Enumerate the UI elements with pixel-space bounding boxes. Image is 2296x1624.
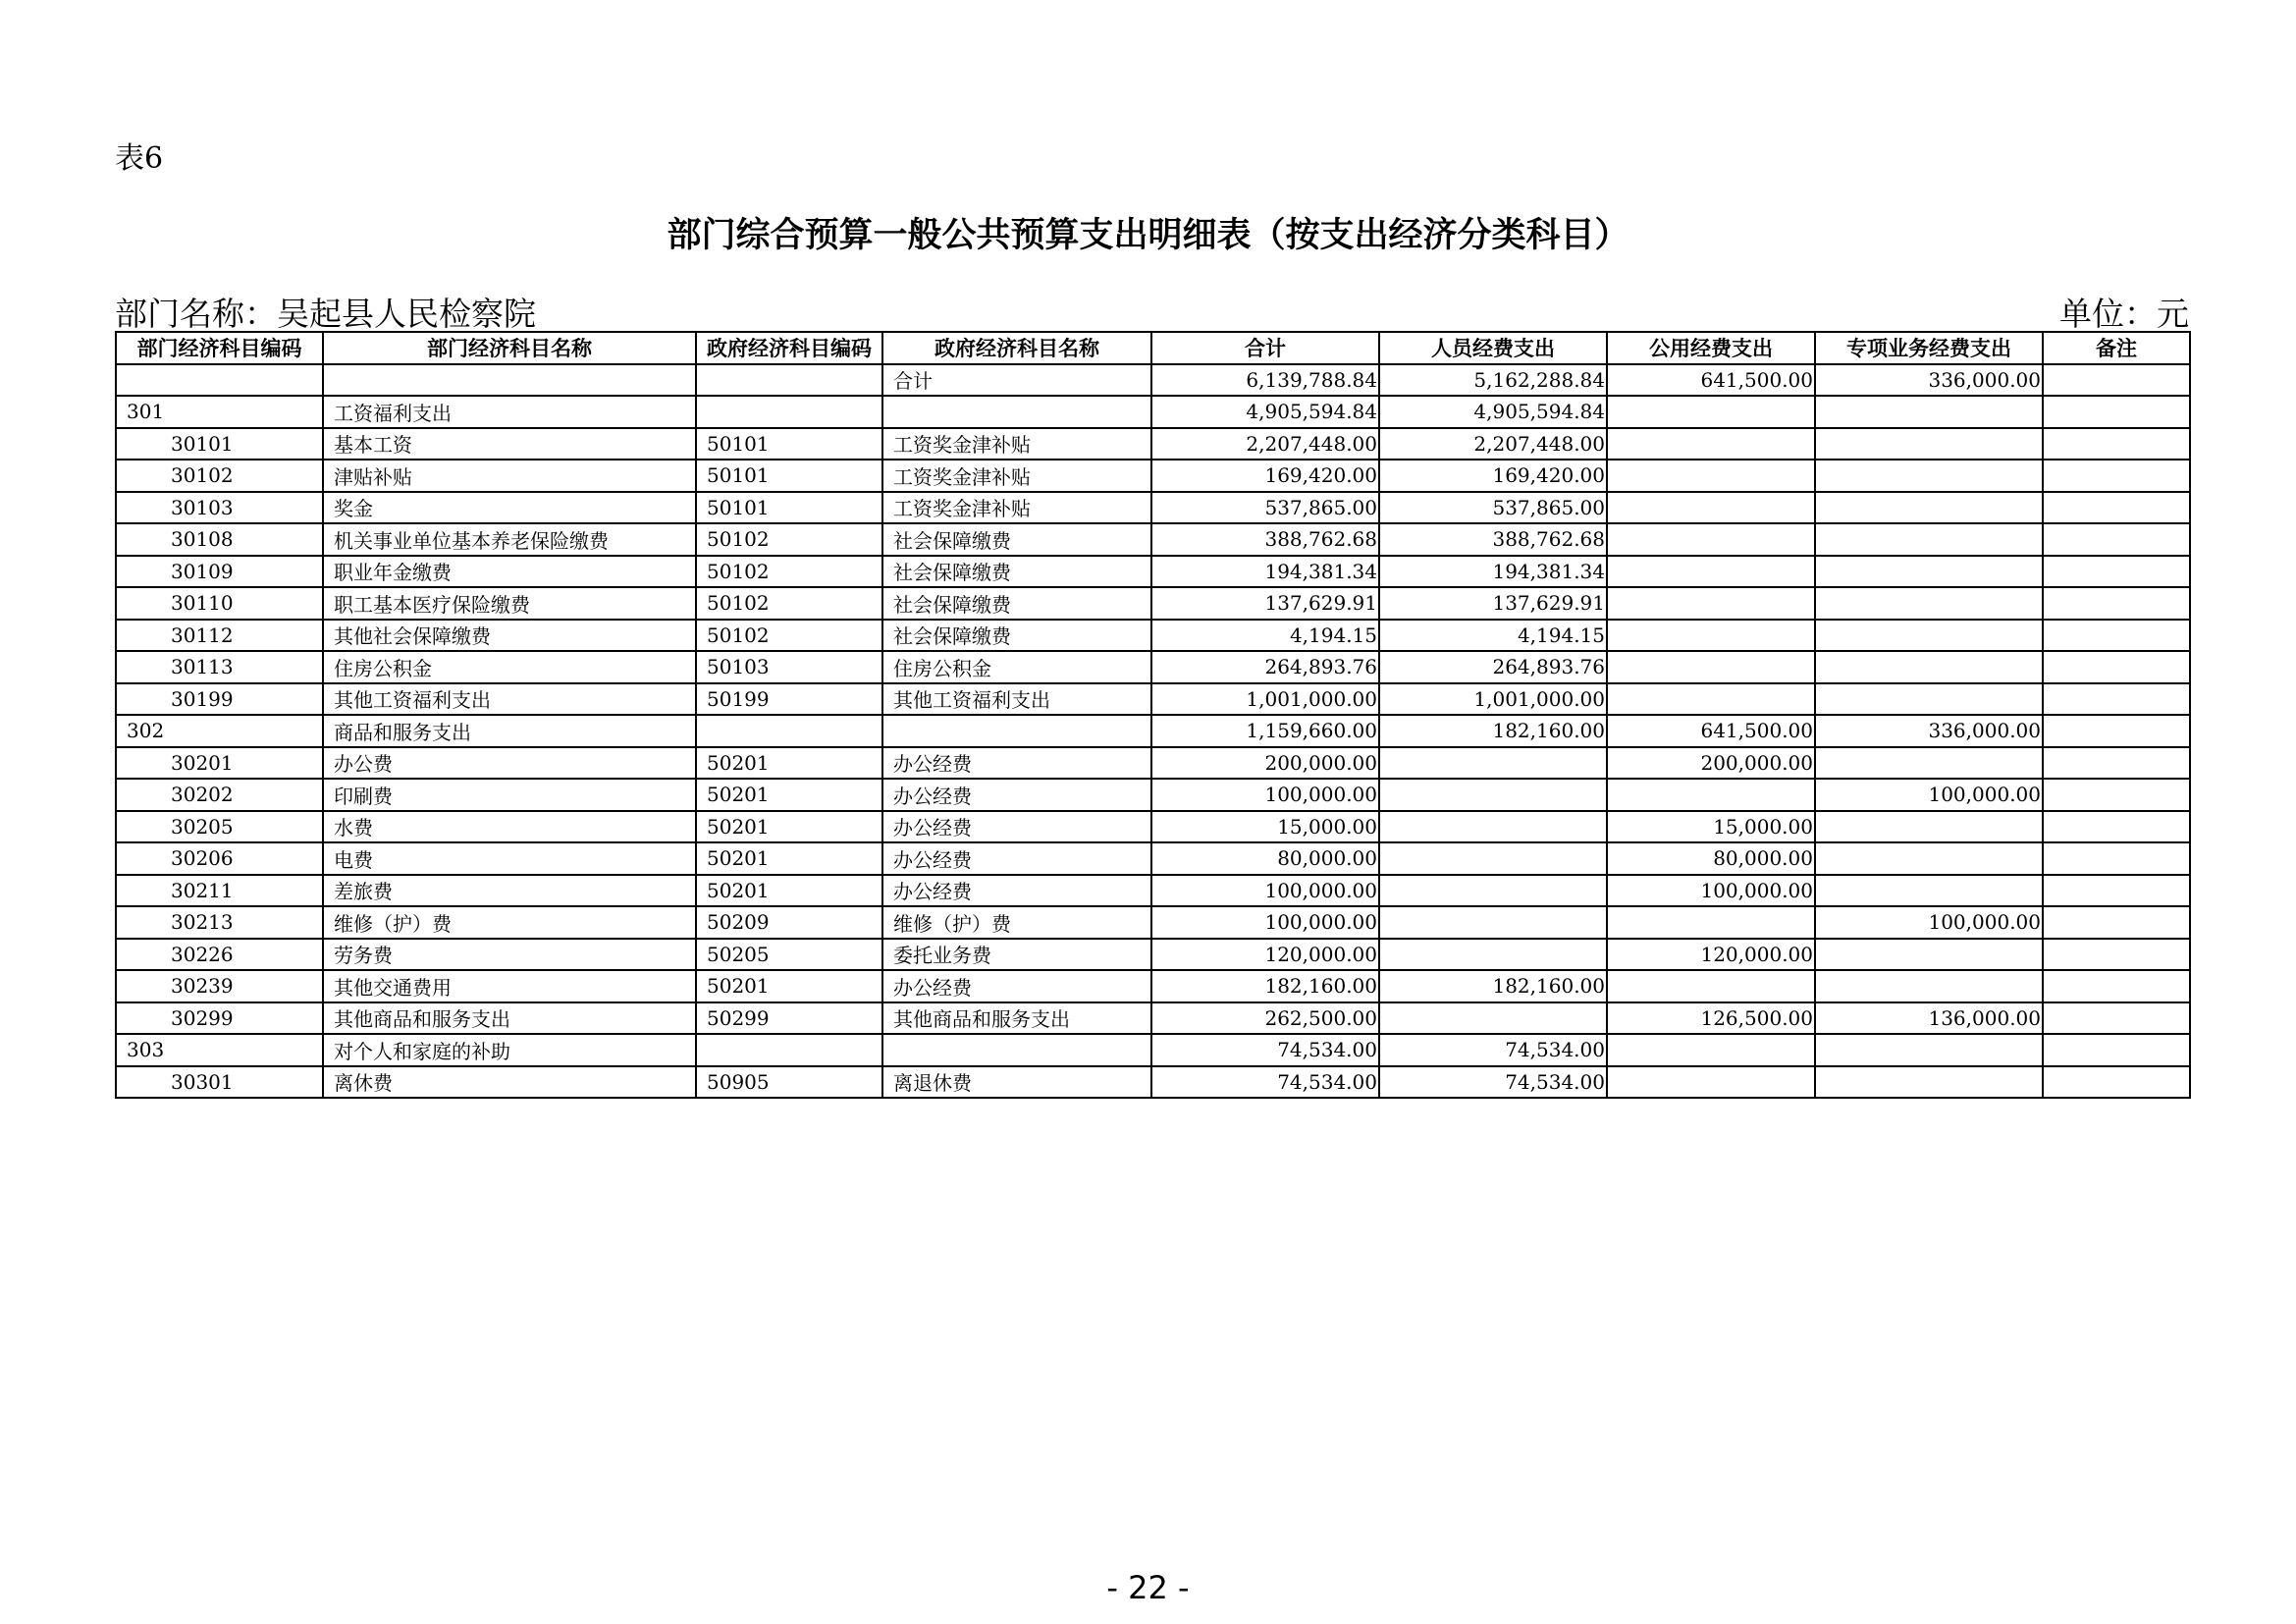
table-row (116, 970, 2190, 1002)
cell-special (1815, 523, 2043, 556)
cell-gov-code: 50201 (696, 811, 882, 843)
page-number: - 22 - (1106, 1569, 1190, 1606)
cell-dept-code: 30211 (116, 875, 323, 907)
cell-note (2043, 364, 2190, 397)
cell-public: 15,000.00 (1607, 811, 1815, 843)
cell-special: 336,000.00 (1815, 364, 2043, 397)
cell-dept-code: 30226 (116, 939, 323, 971)
cell-gov-name: 委托业务费 (882, 939, 1151, 971)
cell-dept-code (116, 364, 323, 397)
cell-gov-name: 办公经费 (882, 842, 1151, 875)
cell-gov-code: 50201 (696, 747, 882, 780)
cell-personnel (1379, 842, 1607, 875)
header-gov-code: 政府经济科目编码 (696, 332, 882, 364)
cell-special (1815, 875, 2043, 907)
table-row (116, 1066, 2190, 1099)
header-public: 公用经费支出 (1607, 332, 1815, 364)
cell-special (1815, 587, 2043, 620)
cell-dept-name: 机关事业单位基本养老保险缴费 (323, 523, 696, 556)
cell-gov-code: 50101 (696, 428, 882, 460)
cell-personnel: 264,893.76 (1379, 651, 1607, 683)
cell-note (2043, 492, 2190, 524)
cell-total: 74,534.00 (1151, 1034, 1379, 1066)
cell-special (1815, 747, 2043, 780)
cell-personnel: 169,420.00 (1379, 460, 1607, 492)
header-dept-name: 部门经济科目名称 (323, 332, 696, 364)
cell-special (1815, 811, 2043, 843)
cell-dept-name: 印刷费 (323, 779, 696, 811)
cell-public (1607, 587, 1815, 620)
cell-gov-name: 离退休费 (882, 1066, 1151, 1099)
cell-gov-code: 50101 (696, 492, 882, 524)
cell-personnel: 74,534.00 (1379, 1034, 1607, 1066)
cell-total: 100,000.00 (1151, 779, 1379, 811)
cell-public (1607, 396, 1815, 428)
cell-gov-name: 办公经费 (882, 779, 1151, 811)
cell-gov-name: 合计 (882, 364, 1151, 397)
cell-personnel (1379, 939, 1607, 971)
cell-gov-name: 社会保障缴费 (882, 620, 1151, 652)
cell-public (1607, 556, 1815, 588)
cell-total: 182,160.00 (1151, 970, 1379, 1002)
cell-personnel: 4,194.15 (1379, 620, 1607, 652)
cell-note (2043, 970, 2190, 1002)
cell-special (1815, 651, 2043, 683)
cell-public (1607, 906, 1815, 939)
cell-special: 136,000.00 (1815, 1002, 2043, 1035)
cell-dept-name: 津贴补贴 (323, 460, 696, 492)
cell-personnel: 5,162,288.84 (1379, 364, 1607, 397)
cell-total: 262,500.00 (1151, 1002, 1379, 1035)
cell-total: 100,000.00 (1151, 875, 1379, 907)
cell-gov-name: 办公经费 (882, 875, 1151, 907)
cell-gov-name: 工资奖金津补贴 (882, 492, 1151, 524)
document-title: 部门综合预算一般公共预算支出明细表（按支出经济分类科目） (667, 216, 1629, 255)
cell-public: 126,500.00 (1607, 1002, 1815, 1035)
cell-note (2043, 906, 2190, 939)
cell-dept-name: 其他交通费用 (323, 970, 696, 1002)
cell-total: 1,001,000.00 (1151, 683, 1379, 716)
budget-detail-table (115, 331, 2191, 1099)
cell-personnel: 388,762.68 (1379, 523, 1607, 556)
cell-personnel (1379, 1002, 1607, 1035)
cell-total: 6,139,788.84 (1151, 364, 1379, 397)
cell-gov-name: 其他商品和服务支出 (882, 1002, 1151, 1035)
cell-special: 336,000.00 (1815, 715, 2043, 747)
cell-dept-name: 奖金 (323, 492, 696, 524)
cell-note (2043, 460, 2190, 492)
cell-dept-name: 水费 (323, 811, 696, 843)
cell-dept-name: 其他商品和服务支出 (323, 1002, 696, 1035)
cell-dept-code: 303 (116, 1034, 323, 1066)
cell-personnel: 537,865.00 (1379, 492, 1607, 524)
cell-total: 120,000.00 (1151, 939, 1379, 971)
cell-public (1607, 683, 1815, 716)
cell-personnel (1379, 875, 1607, 907)
cell-public (1607, 1034, 1815, 1066)
cell-dept-code: 30206 (116, 842, 323, 875)
cell-note (2043, 939, 2190, 971)
cell-public: 120,000.00 (1607, 939, 1815, 971)
cell-public: 641,500.00 (1607, 715, 1815, 747)
cell-personnel (1379, 779, 1607, 811)
cell-note (2043, 683, 2190, 716)
cell-note (2043, 842, 2190, 875)
cell-personnel (1379, 747, 1607, 780)
table-row (116, 683, 2190, 716)
cell-personnel: 194,381.34 (1379, 556, 1607, 588)
cell-dept-name: 其他社会保障缴费 (323, 620, 696, 652)
cell-gov-code (696, 364, 882, 397)
cell-dept-code: 30201 (116, 747, 323, 780)
cell-dept-code: 302 (116, 715, 323, 747)
header-special: 专项业务经费支出 (1815, 332, 2043, 364)
cell-total: 80,000.00 (1151, 842, 1379, 875)
cell-gov-code: 50209 (696, 906, 882, 939)
table-row (116, 747, 2190, 780)
table-row (116, 620, 2190, 652)
table-header-row (116, 332, 2190, 364)
cell-total: 2,207,448.00 (1151, 428, 1379, 460)
cell-dept-code: 30113 (116, 651, 323, 683)
cell-dept-code: 30299 (116, 1002, 323, 1035)
cell-public: 100,000.00 (1607, 875, 1815, 907)
cell-note (2043, 587, 2190, 620)
cell-dept-name: 离休费 (323, 1066, 696, 1099)
cell-gov-name: 办公经费 (882, 970, 1151, 1002)
cell-gov-code: 50102 (696, 620, 882, 652)
table-row (116, 396, 2190, 428)
cell-gov-name: 其他工资福利支出 (882, 683, 1151, 716)
cell-note (2043, 747, 2190, 780)
table-row (116, 939, 2190, 971)
cell-dept-code: 30102 (116, 460, 323, 492)
cell-gov-code: 50199 (696, 683, 882, 716)
cell-public (1607, 970, 1815, 1002)
header-note: 备注 (2043, 332, 2190, 364)
cell-note (2043, 1034, 2190, 1066)
cell-gov-code: 50102 (696, 587, 882, 620)
cell-dept-code: 30103 (116, 492, 323, 524)
cell-special (1815, 1034, 2043, 1066)
cell-note (2043, 620, 2190, 652)
cell-gov-code (696, 396, 882, 428)
table-label: 表6 (115, 141, 164, 176)
cell-dept-name: 维修（护）费 (323, 906, 696, 939)
cell-total: 537,865.00 (1151, 492, 1379, 524)
cell-dept-code: 30110 (116, 587, 323, 620)
header-dept-code: 部门经济科目编码 (116, 332, 323, 364)
cell-special (1815, 683, 2043, 716)
table-body (116, 364, 2190, 1099)
cell-note (2043, 1002, 2190, 1035)
cell-special (1815, 842, 2043, 875)
cell-gov-name: 办公经费 (882, 811, 1151, 843)
header-gov-name: 政府经济科目名称 (882, 332, 1151, 364)
cell-total: 388,762.68 (1151, 523, 1379, 556)
cell-gov-name: 社会保障缴费 (882, 523, 1151, 556)
cell-special (1815, 970, 2043, 1002)
cell-gov-name: 社会保障缴费 (882, 587, 1151, 620)
table-row (116, 556, 2190, 588)
header-personnel: 人员经费支出 (1379, 332, 1607, 364)
cell-gov-code: 50905 (696, 1066, 882, 1099)
cell-gov-code: 50201 (696, 842, 882, 875)
cell-dept-code: 30101 (116, 428, 323, 460)
cell-dept-name: 职工基本医疗保险缴费 (323, 587, 696, 620)
cell-gov-code (696, 715, 882, 747)
cell-total: 4,194.15 (1151, 620, 1379, 652)
cell-total: 194,381.34 (1151, 556, 1379, 588)
cell-public (1607, 1066, 1815, 1099)
cell-special (1815, 396, 2043, 428)
cell-personnel: 2,207,448.00 (1379, 428, 1607, 460)
cell-gov-name: 办公经费 (882, 747, 1151, 780)
cell-special (1815, 428, 2043, 460)
cell-note (2043, 1066, 2190, 1099)
cell-special (1815, 492, 2043, 524)
cell-gov-name (882, 715, 1151, 747)
cell-dept-code: 30202 (116, 779, 323, 811)
cell-personnel: 74,534.00 (1379, 1066, 1607, 1099)
cell-gov-code: 50101 (696, 460, 882, 492)
cell-special (1815, 460, 2043, 492)
table-row (116, 1002, 2190, 1035)
table-row (116, 1034, 2190, 1066)
cell-dept-name: 职业年金缴费 (323, 556, 696, 588)
cell-gov-name: 工资奖金津补贴 (882, 460, 1151, 492)
cell-special: 100,000.00 (1815, 906, 2043, 939)
cell-note (2043, 556, 2190, 588)
table-row (116, 364, 2190, 397)
cell-gov-name: 维修（护）费 (882, 906, 1151, 939)
cell-public (1607, 460, 1815, 492)
table-row (116, 875, 2190, 907)
cell-gov-code: 50103 (696, 651, 882, 683)
cell-dept-name: 工资福利支出 (323, 396, 696, 428)
table-row (116, 492, 2190, 524)
table-row (116, 811, 2190, 843)
cell-total: 264,893.76 (1151, 651, 1379, 683)
cell-personnel (1379, 811, 1607, 843)
cell-gov-name: 社会保障缴费 (882, 556, 1151, 588)
cell-gov-code: 50102 (696, 523, 882, 556)
cell-dept-code: 30108 (116, 523, 323, 556)
cell-gov-code: 50201 (696, 970, 882, 1002)
cell-dept-code: 30301 (116, 1066, 323, 1099)
cell-public (1607, 523, 1815, 556)
cell-dept-code: 30109 (116, 556, 323, 588)
cell-public (1607, 620, 1815, 652)
cell-note (2043, 875, 2190, 907)
cell-dept-name: 商品和服务支出 (323, 715, 696, 747)
cell-note (2043, 715, 2190, 747)
cell-total: 4,905,594.84 (1151, 396, 1379, 428)
cell-dept-code: 30205 (116, 811, 323, 843)
cell-public (1607, 779, 1815, 811)
table-row (116, 523, 2190, 556)
cell-special: 100,000.00 (1815, 779, 2043, 811)
cell-gov-code: 50299 (696, 1002, 882, 1035)
cell-gov-name: 住房公积金 (882, 651, 1151, 683)
cell-total: 169,420.00 (1151, 460, 1379, 492)
cell-public (1607, 492, 1815, 524)
cell-gov-name: 工资奖金津补贴 (882, 428, 1151, 460)
cell-dept-code: 301 (116, 396, 323, 428)
department-name: 部门名称：吴起县人民检察院 (115, 295, 536, 333)
cell-gov-name (882, 1034, 1151, 1066)
header-total: 合计 (1151, 332, 1379, 364)
cell-total: 1,159,660.00 (1151, 715, 1379, 747)
cell-special (1815, 939, 2043, 971)
cell-dept-code: 30239 (116, 970, 323, 1002)
cell-public: 200,000.00 (1607, 747, 1815, 780)
table-row (116, 842, 2190, 875)
cell-gov-code: 50102 (696, 556, 882, 588)
cell-note (2043, 651, 2190, 683)
cell-total: 100,000.00 (1151, 906, 1379, 939)
table-row (116, 428, 2190, 460)
table-row (116, 587, 2190, 620)
cell-dept-code: 30199 (116, 683, 323, 716)
cell-public (1607, 428, 1815, 460)
cell-gov-code: 50201 (696, 779, 882, 811)
unit-label: 单位：元 (2059, 295, 2189, 333)
cell-gov-code (696, 1034, 882, 1066)
cell-personnel: 1,001,000.00 (1379, 683, 1607, 716)
cell-dept-name: 电费 (323, 842, 696, 875)
cell-gov-code: 50205 (696, 939, 882, 971)
cell-gov-name (882, 396, 1151, 428)
cell-total: 200,000.00 (1151, 747, 1379, 780)
cell-dept-name: 对个人和家庭的补助 (323, 1034, 696, 1066)
cell-gov-code: 50201 (696, 875, 882, 907)
cell-dept-name: 住房公积金 (323, 651, 696, 683)
cell-personnel: 4,905,594.84 (1379, 396, 1607, 428)
cell-dept-name: 办公费 (323, 747, 696, 780)
cell-special (1815, 620, 2043, 652)
cell-public: 641,500.00 (1607, 364, 1815, 397)
cell-dept-code: 30213 (116, 906, 323, 939)
cell-personnel (1379, 906, 1607, 939)
cell-dept-name: 基本工资 (323, 428, 696, 460)
cell-dept-name: 差旅费 (323, 875, 696, 907)
cell-note (2043, 523, 2190, 556)
cell-note (2043, 779, 2190, 811)
cell-dept-name: 其他工资福利支出 (323, 683, 696, 716)
cell-dept-name: 劳务费 (323, 939, 696, 971)
cell-total: 15,000.00 (1151, 811, 1379, 843)
cell-public: 80,000.00 (1607, 842, 1815, 875)
cell-note (2043, 396, 2190, 428)
cell-personnel: 137,629.91 (1379, 587, 1607, 620)
cell-public (1607, 651, 1815, 683)
cell-total: 74,534.00 (1151, 1066, 1379, 1099)
cell-dept-name (323, 364, 696, 397)
table-row (116, 779, 2190, 811)
cell-special (1815, 1066, 2043, 1099)
cell-dept-code: 30112 (116, 620, 323, 652)
cell-note (2043, 811, 2190, 843)
table-row (116, 651, 2190, 683)
table-row (116, 715, 2190, 747)
cell-note (2043, 428, 2190, 460)
cell-personnel: 182,160.00 (1379, 715, 1607, 747)
cell-personnel: 182,160.00 (1379, 970, 1607, 1002)
table-row (116, 460, 2190, 492)
cell-special (1815, 556, 2043, 588)
cell-total: 137,629.91 (1151, 587, 1379, 620)
table-row (116, 906, 2190, 939)
